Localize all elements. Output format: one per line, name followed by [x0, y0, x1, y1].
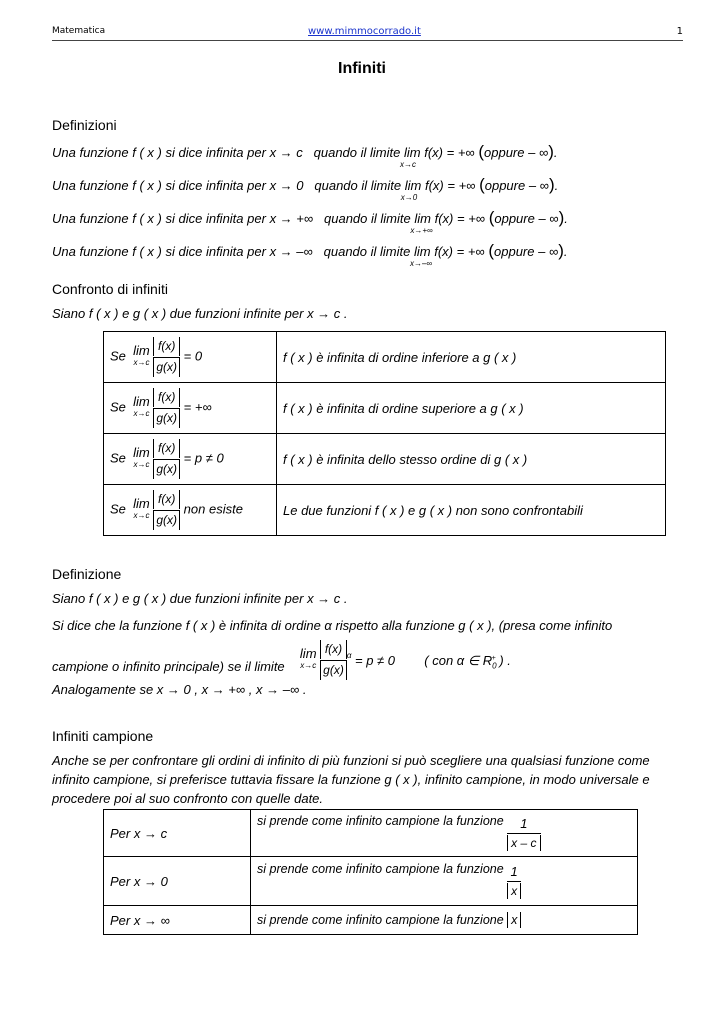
- def-lim: [400, 178, 422, 202]
- table-row: [104, 383, 666, 434]
- table-row: [104, 485, 666, 536]
- def-lim: [399, 145, 421, 169]
- fraction-numerator: f(x): [153, 490, 180, 509]
- definizione-fraction: [320, 640, 347, 680]
- definizione-line-1: Siano f ( x ) e g ( x ) due funzioni infinite per x → c .: [52, 591, 348, 606]
- paren-open: (: [479, 175, 485, 194]
- section-heading-definizione: Definizione: [52, 566, 122, 582]
- function-text: si prende come infinito campione la funzione: [257, 813, 504, 828]
- section-heading-confronto: Confronto di infiniti: [52, 281, 168, 297]
- def-val: = +∞: [447, 178, 476, 193]
- definizione-row: Una funzione f ( x ) si dice infinita per x → c quando il limite lim x→c f(x) = +∞ (oppure – ∞).: [52, 142, 558, 169]
- sample-function: x: [507, 912, 521, 928]
- def-quando: quando il limite: [324, 211, 411, 226]
- table-row: [104, 906, 638, 935]
- paren-close: ): [548, 175, 555, 194]
- paren-open: (: [488, 208, 495, 227]
- campione-table: [103, 809, 638, 935]
- se-label: Se: [110, 450, 126, 466]
- def-fx-expr: f(x): [434, 211, 454, 226]
- page-header: [52, 26, 683, 41]
- lim-word: lim: [133, 343, 150, 358]
- description-cell: f ( x ) è infinita dello stesso ordine di g ( x ): [277, 434, 666, 485]
- sample-function-fraction: [507, 862, 521, 901]
- den-text: g(x): [156, 513, 178, 527]
- exponent-alpha: α: [346, 651, 352, 661]
- def-lim: [410, 211, 433, 235]
- per-cell: Per x → ∞: [104, 906, 251, 935]
- def-mid: si dice infinita per: [165, 145, 266, 160]
- def-prefix: Una funzione: [52, 244, 129, 259]
- lim-word: lim: [403, 145, 421, 160]
- lim-sub: x→c: [133, 460, 150, 469]
- fraction-denominator: [153, 408, 180, 428]
- header-page-number: 1: [676, 26, 683, 37]
- section-heading-definizioni: Definizioni: [52, 117, 117, 133]
- condition-cell: [104, 485, 277, 536]
- def-oppure: oppure: [494, 211, 535, 226]
- fraction-denominator: [320, 660, 347, 680]
- cond-text: ( con α ∈ R: [424, 653, 493, 669]
- definizione-row: Una funzione f ( x ) si dice infinita per x → +∞ quando il limite lim x→+∞ f(x) = +∞ (oppure – ∞).: [52, 208, 568, 235]
- def-fx-expr: f(x): [434, 244, 453, 259]
- definizione-line-3-text: campione o infinito principale) se il limite: [52, 659, 285, 675]
- def-val: = +∞: [446, 145, 475, 160]
- table-row: [104, 857, 638, 906]
- ratio-fraction: [153, 490, 180, 530]
- ratio-fraction: [153, 439, 180, 479]
- lim-sub: x→+∞: [410, 226, 433, 235]
- paren-open: (: [478, 142, 484, 161]
- def-alt: – ∞: [528, 178, 549, 193]
- limit: [133, 447, 150, 471]
- def-to: x → +∞: [269, 211, 314, 226]
- se-label: Se: [110, 348, 126, 364]
- def-fx: f ( x ): [132, 145, 162, 160]
- def-to: x → –∞: [269, 244, 313, 259]
- lim-word: lim: [133, 394, 150, 409]
- fraction-numerator: f(x): [153, 337, 180, 356]
- fraction-numerator: 1: [520, 815, 528, 831]
- fraction-numerator: f(x): [153, 439, 180, 458]
- lim-word: lim: [299, 646, 317, 661]
- result: non esiste: [183, 501, 243, 517]
- lim-word: lim: [404, 178, 422, 193]
- def-fx: f ( x ): [132, 244, 162, 259]
- confronto-table: [103, 331, 666, 536]
- def-oppure: oppure: [484, 145, 525, 160]
- limit: [133, 498, 150, 522]
- lim-word: lim: [414, 211, 431, 226]
- condition-cell: [104, 434, 277, 485]
- den-text: g(x): [156, 360, 178, 374]
- def-val: = +∞: [456, 244, 485, 259]
- fraction-denominator: [507, 881, 521, 901]
- table-row: [104, 810, 638, 857]
- result: = p ≠ 0: [183, 450, 224, 466]
- lim-sub: x→c: [300, 661, 317, 670]
- lim-sub: x→c: [133, 409, 150, 418]
- se-label: Se: [110, 501, 126, 517]
- paren-close: ): [558, 208, 565, 227]
- lim-sub: x→c: [399, 160, 416, 169]
- def-fx: f ( x ): [132, 178, 162, 193]
- campione-paragraph: Anche se per confrontare gli ordini di infinito di più funzioni si può scegliere una qualsiasi funzione come infinito campione, si preferisce tuttavia fissare la funzione g ( x ), infinito campione, in modo universale e procedere poi al suo confronto con quelle date.: [52, 753, 650, 806]
- den-text: g(x): [156, 411, 178, 425]
- def-mid: si dice infinita per: [165, 244, 266, 259]
- definizione-condition: [424, 653, 511, 672]
- fraction-denominator: [153, 357, 180, 377]
- lim-word: lim: [133, 445, 150, 460]
- def-prefix: Una funzione: [52, 178, 129, 193]
- def-lim: [409, 244, 433, 268]
- table-row: [104, 434, 666, 485]
- ratio-fraction: [153, 337, 180, 377]
- def-quando: quando il limite: [314, 178, 402, 193]
- den-text: g(x): [156, 462, 178, 476]
- den-text: g(x): [323, 663, 344, 677]
- definizione-result: = p ≠ 0: [355, 653, 396, 669]
- lim-sub: x→–∞: [409, 259, 433, 268]
- description-cell: f ( x ) è infinita di ordine inferiore a g ( x ): [277, 332, 666, 383]
- confronto-intro: Siano f ( x ) e g ( x ) due funzioni infinite per x → c .: [52, 306, 348, 321]
- cond-sub: 0: [492, 662, 497, 672]
- definizione-line-4: Analogamente se x → 0 , x → +∞ , x → –∞ .: [52, 682, 307, 697]
- function-text: si prende come infinito campione la funzione: [257, 861, 504, 876]
- header-subject: Matematica: [52, 26, 106, 36]
- function-cell: [251, 810, 638, 857]
- definizione-limit: [300, 648, 317, 672]
- cond-sup: +: [491, 655, 496, 663]
- result: = 0: [183, 348, 203, 364]
- den-text: x – c: [507, 835, 540, 851]
- per-cell: Per x → 0: [104, 857, 251, 906]
- def-to: x → c: [269, 145, 303, 160]
- fraction-denominator: [153, 459, 180, 479]
- header-website-link[interactable]: www.mimmocorrado.it: [308, 26, 421, 37]
- fraction-numerator: f(x): [320, 640, 347, 659]
- lim-word: lim: [413, 244, 431, 259]
- limit: [133, 396, 150, 420]
- fraction-numerator: 1: [510, 863, 518, 879]
- table-row: [104, 332, 666, 383]
- fraction-denominator: [153, 510, 180, 530]
- description-cell: f ( x ) è infinita di ordine superiore a g ( x ): [277, 383, 666, 434]
- def-alt: – ∞: [528, 145, 549, 160]
- def-prefix: Una funzione: [52, 145, 129, 160]
- def-oppure: oppure: [484, 178, 526, 193]
- paren-close: ): [558, 241, 564, 260]
- lim-sub: x→0: [400, 193, 418, 202]
- def-alt: – ∞: [538, 211, 559, 226]
- cond-end: ) .: [499, 653, 511, 669]
- function-cell: [251, 857, 638, 906]
- definizione-line-3: [52, 640, 511, 680]
- section-heading-campione: Infiniti campione: [52, 728, 154, 744]
- def-val: = +∞: [456, 211, 486, 226]
- function-cell: [251, 906, 638, 935]
- lim-sub: x→c: [133, 511, 150, 520]
- def-prefix: Una funzione: [52, 211, 129, 226]
- fraction-numerator: f(x): [153, 388, 180, 407]
- def-fx-expr: f(x): [424, 178, 444, 193]
- result: = +∞: [183, 399, 212, 415]
- description-cell: Le due funzioni f ( x ) e g ( x ) non sono confrontabili: [277, 485, 666, 536]
- fraction-denominator: [507, 833, 540, 853]
- den-text: x: [507, 883, 521, 899]
- definizione-row: Una funzione f ( x ) si dice infinita per x → 0 quando il limite lim x→0 f(x) = +∞ (oppure – ∞).: [52, 175, 559, 202]
- def-quando: quando il limite: [323, 244, 411, 259]
- page-title: Infiniti: [338, 60, 386, 77]
- def-oppure: oppure: [494, 244, 535, 259]
- def-quando: quando il limite: [313, 145, 401, 160]
- def-fx: f ( x ): [132, 211, 162, 226]
- definizione-line-2: Si dice che la funzione f ( x ) è infinita di ordine α rispetto alla funzione g ( x ), (presa come infinito: [52, 618, 613, 633]
- lim-sub: x→c: [133, 358, 150, 367]
- per-cell: Per x → c: [104, 810, 251, 857]
- def-mid: si dice infinita per: [165, 178, 266, 193]
- sample-function-fraction: [507, 814, 540, 853]
- condition-cell: [104, 332, 277, 383]
- paren-open: (: [488, 241, 494, 260]
- ratio-fraction: [153, 388, 180, 428]
- se-label: Se: [110, 399, 126, 415]
- paren-close: ): [548, 142, 554, 161]
- def-alt: – ∞: [538, 244, 559, 259]
- def-to: x → 0: [269, 178, 304, 193]
- condition-cell: [104, 383, 277, 434]
- limit: [133, 345, 150, 369]
- definizione-row: Una funzione f ( x ) si dice infinita per x → –∞ quando il limite lim x→–∞ f(x) = +∞ (oppure – ∞).: [52, 241, 568, 268]
- def-fx-expr: f(x): [424, 145, 443, 160]
- function-text: si prende come infinito campione la funzione: [257, 913, 504, 927]
- lim-word: lim: [133, 496, 150, 511]
- def-mid: si dice infinita per: [165, 211, 266, 226]
